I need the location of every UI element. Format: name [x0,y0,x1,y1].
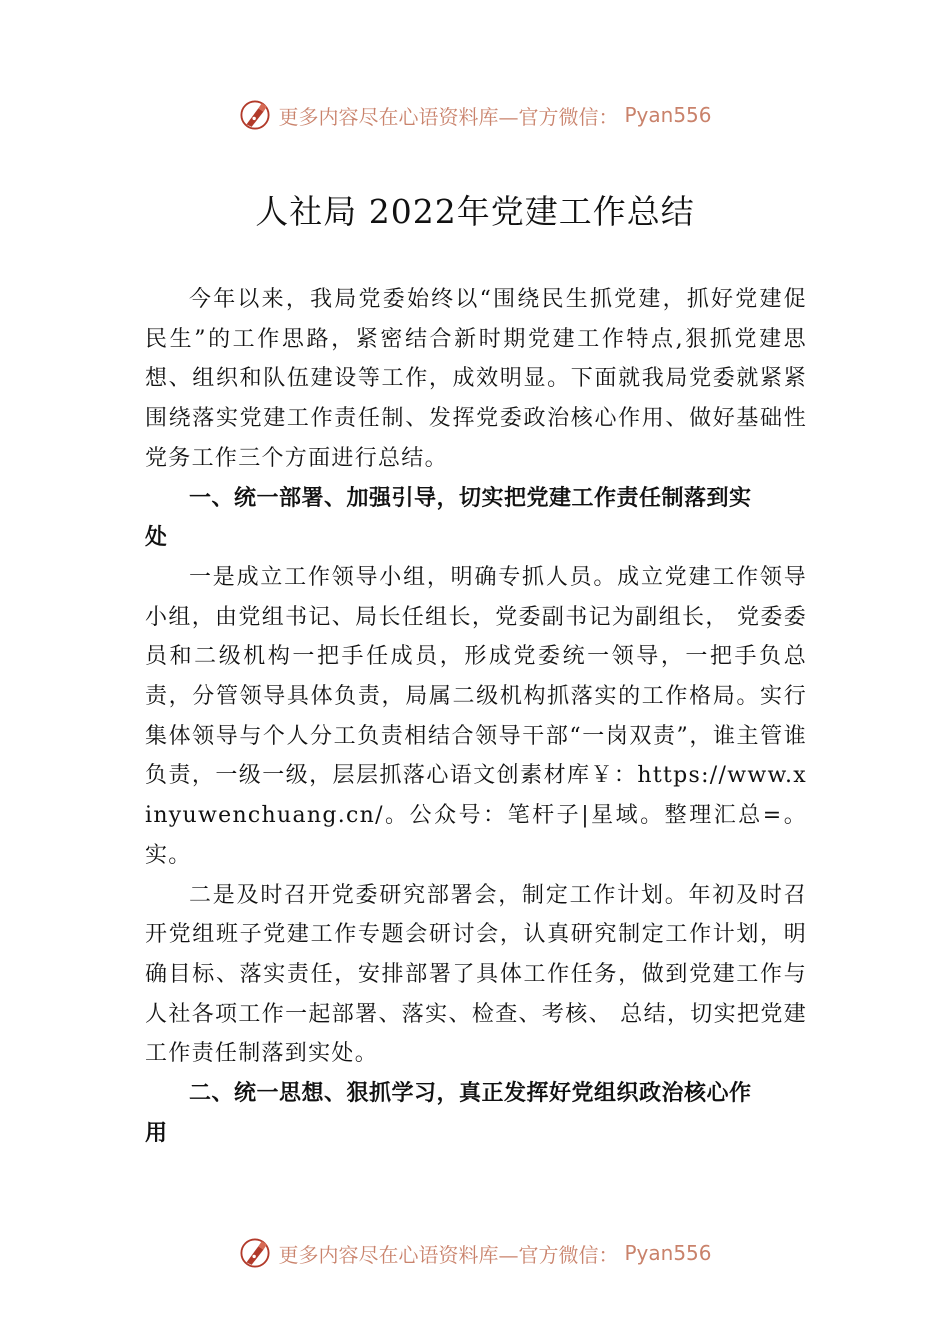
watermark-text: 更多内容尽在心语资料库—官方微信： [278,1242,619,1267]
watermark-handle: Pyan556 [624,1241,712,1265]
document-title: 人社局 2022年党建工作总结 [255,192,695,231]
watermark-text: 更多内容尽在心语资料库—官方微信： [278,104,619,129]
section-heading-1: 一、统一部署、加强引导，切实把党建工作责任制落到实处 [145,485,752,551]
paragraph-2: 二是及时召开党委研究部署会，制定工作计划。年初及时召开党组班子党建工作专题会研讨会，认真研究制定工作计划，明确目标、落实责任，安排部署了具体工作任务，做到党建工作与人社各项工作一起部署、落实、检查、考核、 总结，切实把党建工作责任制落到实处。 [145,882,807,1067]
watermark-handle: Pyan556 [624,103,712,127]
paragraph-intro: 今年以来，我局党委始终以“围绕民生抓党建，抓好党建促民生”的工作思路，紧密结合新时期党建工作特点,狠抓党建思想、组织和队伍建设等工作，成效明显。下面就我局党委就紧紧围绕落实党建工作责任制、发挥党委政治核心作用、做好基础性党务工作三个方面进行总结。 [145,287,807,471]
pen-nib-logo-icon [238,98,272,132]
document-body [145,280,807,1153]
paragraph-1: 一是成立工作领导小组，明确专抓人员。成立党建工作领导小组，由党组书记、局长任组长，党委副书记为副组长， 党委委员和二级机构一把手任成员，形成党委统一领导，一把手负总责，分管领导具体负责，局属二级机构抓落实的工作格局。实行集体领导与个人分工负责相结合领导干部“一岗双责”，谁主管谁负责，一级一级，层层抓落心语文创素材库￥：https://www.xinyuwenchuang.cn/。公众号：笔杆子|星域。整理汇总=。实。 [145,564,807,868]
footer-watermark [0,1233,950,1273]
section-heading-2: 二、统一思想、狠抓学习，真正发挥好党组织政治核心作用 [145,1081,752,1146]
pen-nib-logo-icon [238,1236,272,1270]
header-watermark [0,95,950,135]
